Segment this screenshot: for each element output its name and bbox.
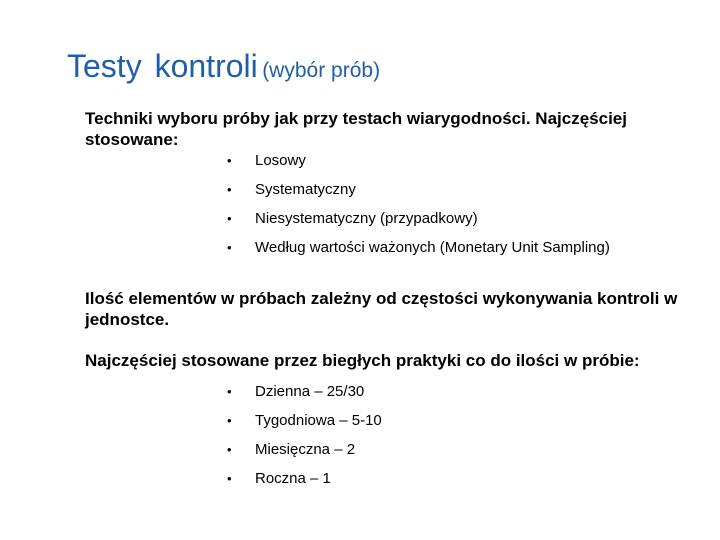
bullet-icon: • — [227, 153, 232, 168]
bullet-icon: • — [227, 471, 232, 486]
list-item-text: Systematyczny — [255, 181, 356, 198]
intro-paragraph: Techniki wyboru próby jak przy testach wiarygodności. Najczęściej stosowane: — [85, 109, 627, 149]
list-item-text: Losowy — [255, 152, 306, 169]
slide-title — [67, 48, 380, 85]
bullet-icon: • — [227, 240, 232, 255]
practice-paragraph: Najczęściej stosowane przez biegłych praktyki co do ilości w próbie: — [85, 351, 640, 370]
slide-title-subtitle: (wybór prób) — [262, 59, 381, 82]
list-item-text: Niesystematyczny (przypadkowy) — [255, 210, 478, 227]
bullet-icon: • — [227, 413, 232, 428]
list-item-text: Według wartości ważonych (Monetary Unit Sampling) — [255, 239, 610, 256]
bullet-icon: • — [227, 211, 232, 226]
list-item-text: Tygodniowa – 5-10 — [255, 412, 382, 429]
bullet-icon: • — [227, 442, 232, 457]
slide-title-main: Testy kontroli — [67, 48, 258, 84]
bullet-icon: • — [227, 384, 232, 399]
frequency-paragraph: Ilość elementów w próbach zależny od częstości wykonywania kontroli w jednostce. — [85, 289, 678, 329]
list-item-text: Roczna – 1 — [255, 470, 331, 487]
bullet-icon: • — [227, 182, 232, 197]
list-item-text: Dzienna – 25/30 — [255, 383, 365, 400]
list-item-text: Miesięczna – 2 — [255, 441, 356, 458]
